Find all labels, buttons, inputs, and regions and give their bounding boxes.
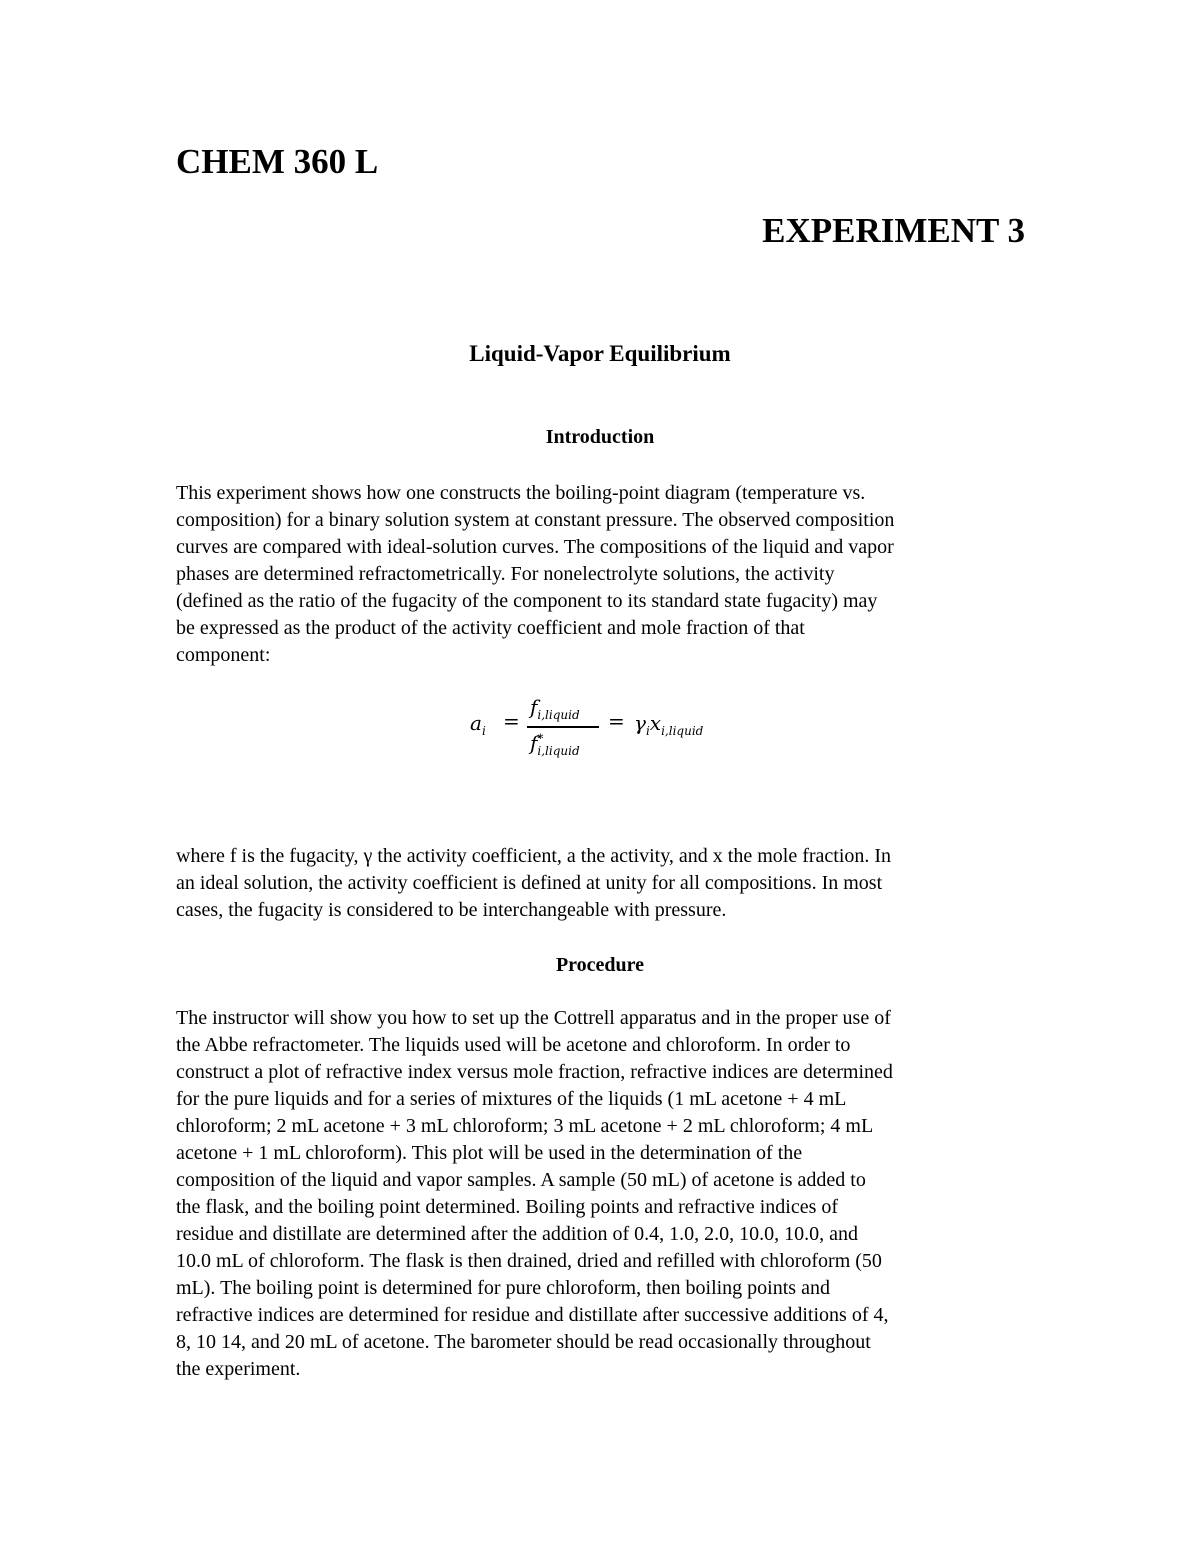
- paragraph-line: cases, the fugacity is considered to be interchangeable with pressure.: [176, 899, 727, 921]
- paragraph-line: construct a plot of refractive index versus mole fraction, refractive indices are determined: [176, 1061, 893, 1083]
- paragraph-line: acetone + 1 mL chloroform). This plot will be used in the determination of the: [176, 1142, 803, 1164]
- paragraph-line: 8, 10 14, and 20 mL of acetone. The barometer should be read occasionally throughout: [176, 1331, 871, 1353]
- equation-numerator: $f_{i,liquid}$: [530, 695, 580, 722]
- paragraph-line: The instructor will show you how to set up the Cottrell apparatus and in the proper use of: [176, 1007, 891, 1029]
- paragraph-line: 10.0 mL of chloroform. The flask is then drained, dried and refilled with chloroform (50: [176, 1250, 882, 1272]
- paragraph-line: an ideal solution, the activity coefficient is defined at unity for all compositions. In most: [176, 872, 883, 894]
- paragraph-line: curves are compared with ideal-solution curves. The compositions of the liquid and vapor: [176, 536, 894, 558]
- course-title: CHEM 360 L: [176, 142, 379, 181]
- procedure-heading: Procedure: [555, 954, 645, 976]
- paragraph-line: be expressed as the product of the activity coefficient and mole fraction of that: [176, 617, 805, 639]
- paragraph-line: This experiment shows how one constructs the boiling-point diagram (temperature vs.: [176, 482, 866, 504]
- paragraph-line: the flask, and the boiling point determined. Boiling points and refractive indices of: [176, 1196, 839, 1218]
- activity-equation: [470, 693, 740, 763]
- paragraph-line: the Abbe refractometer. The liquids used will be acetone and chloroform. In order to: [176, 1034, 851, 1056]
- introduction-paragraph: [176, 480, 1036, 669]
- paragraph-line: component:: [176, 644, 271, 666]
- paragraph-line: where f is the fugacity, γ the activity coefficient, a the activity, and x the mole fraction. In: [176, 845, 892, 867]
- paragraph-line: refractive indices are determined for residue and distillate after successive additions of 4,: [176, 1304, 889, 1326]
- paragraph-line: residue and distillate are determined after the addition of 0.4, 1.0, 2.0, 10.0, 10.0, and: [176, 1223, 859, 1245]
- experiment-number: EXPERIMENT 3: [762, 211, 1025, 250]
- equation-equals: =: [503, 709, 520, 733]
- paragraph-line: for the pure liquids and for a series of mixtures of the liquids (1 mL acetone + 4 mL: [176, 1088, 847, 1110]
- paragraph-line: mL). The boiling point is determined for pure chloroform, then boiling points and: [176, 1277, 830, 1299]
- introduction-followup-paragraph: [176, 843, 1036, 924]
- paragraph-line: phases are determined refractometrically. For nonelectrolyte solutions, the activity: [176, 563, 835, 585]
- paragraph-line: chloroform; 2 mL acetone + 3 mL chloroform; 3 mL acetone + 2 mL chloroform; 4 mL: [176, 1115, 874, 1137]
- procedure-paragraph: [176, 1005, 1036, 1383]
- introduction-heading: Introduction: [545, 426, 655, 448]
- equation-lhs: $a_i$: [470, 711, 486, 738]
- document-title: Liquid-Vapor Equilibrium: [469, 341, 731, 366]
- paragraph-line: (defined as the ratio of the fugacity of the component to its standard state fugacity) may: [176, 590, 878, 612]
- paragraph-line: the experiment.: [176, 1358, 301, 1380]
- equation-denominator: $f^*_{i,liquid}$: [530, 731, 580, 758]
- paragraph-line: composition of the liquid and vapor samples. A sample (50 mL) of acetone is added to: [176, 1169, 866, 1191]
- fraction-bar: [527, 726, 599, 728]
- paragraph-line: composition) for a binary solution system at constant pressure. The observed composition: [176, 509, 895, 531]
- equation-equals-2: =: [608, 709, 625, 733]
- equation-rhs: $\gamma_ix_{i,liquid}$: [634, 711, 704, 738]
